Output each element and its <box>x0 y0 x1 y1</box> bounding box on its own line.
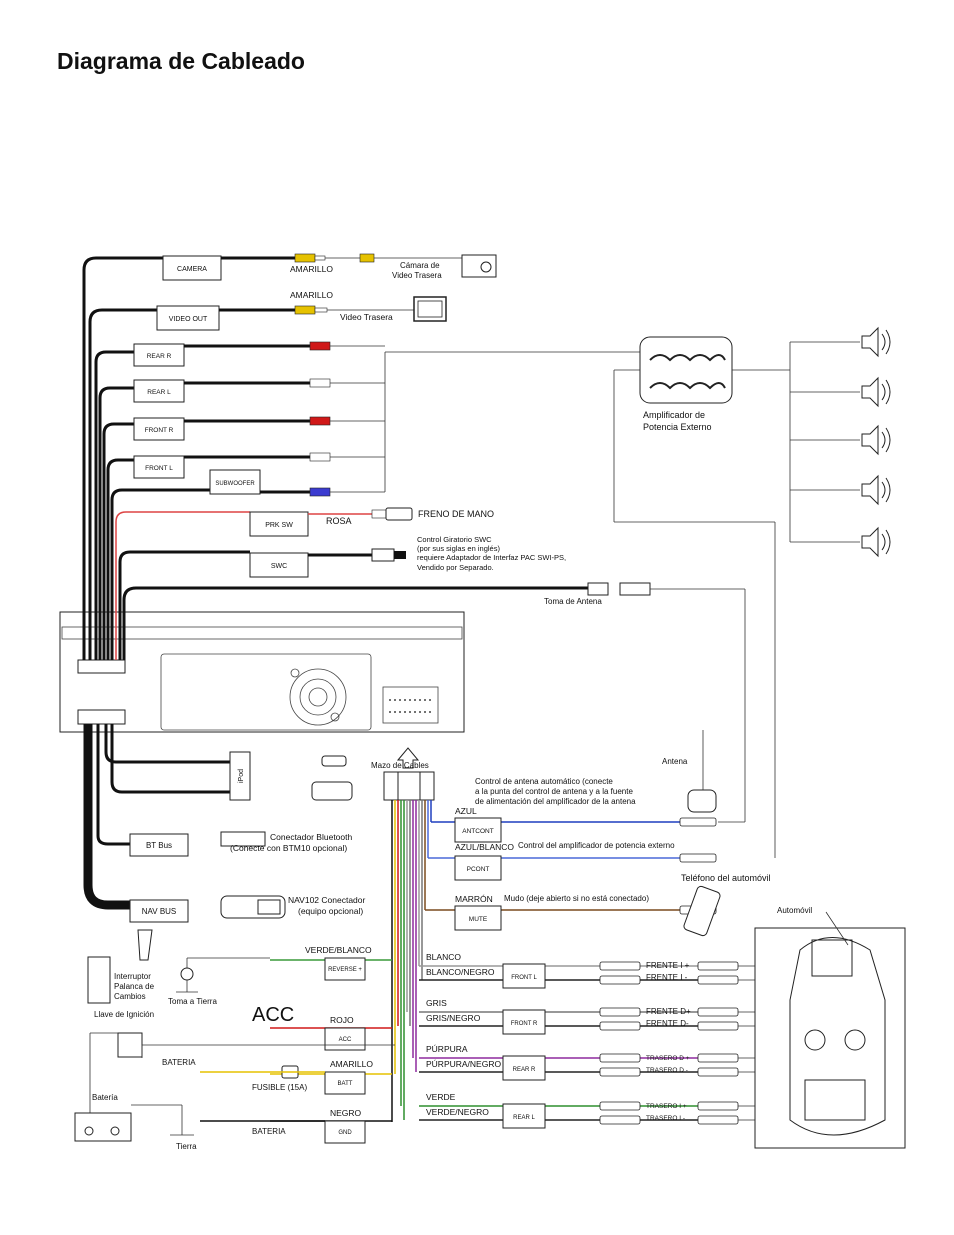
interruptor-label-2: Palanca de <box>114 982 155 991</box>
amplificador-label-1: Amplificador de <box>643 410 706 420</box>
swc-note-2: (por sus siglas en inglés) <box>417 544 500 553</box>
wire-box-label: BATT <box>337 1081 353 1087</box>
wire-box-label: REVERSE + <box>328 967 362 973</box>
wire-box-label: ACC <box>338 1037 352 1043</box>
front-l-box-label: FRONT L <box>145 465 173 472</box>
speaker-box-label: FRONT R <box>510 1021 538 1027</box>
speaker-pos-terminal: TRASERO I + <box>646 1103 687 1110</box>
telefono-label: Teléfono del automóvil <box>681 873 771 883</box>
speaker-neg-terminal: FRENTE I - <box>646 973 688 982</box>
antena-note-1: Control de antena automático (conecte <box>475 777 613 786</box>
bateria-label: Batería <box>92 1093 118 1102</box>
interruptor-label-3: Cambios <box>114 992 146 1001</box>
speaker-neg-label: PÚRPURA/NEGRO <box>426 1059 502 1069</box>
automovil-label: Automóvil <box>777 906 813 915</box>
speaker-pos-terminal: FRENTE D+ <box>646 1007 691 1016</box>
video-trasera-label: Video Trasera <box>340 312 393 322</box>
nav-note-2: (equipo opcional) <box>298 906 364 916</box>
mudo-label: Mudo (deje abierto si no está conectado) <box>504 894 649 903</box>
prk-sw-box-label: PRK SW <box>265 522 293 529</box>
wire-color-label: AZUL <box>455 806 477 816</box>
interruptor-label-1: Interruptor <box>114 972 151 981</box>
wire-box-label: MUTE <box>468 916 488 923</box>
speaker-icon <box>790 528 890 556</box>
speaker-group <box>419 998 755 1034</box>
speaker-neg-label: VERDE/NEGRO <box>426 1107 489 1117</box>
page-title: Diagrama de Cableado <box>57 48 305 74</box>
swc-box-label: SWC <box>270 563 288 570</box>
speaker-group <box>419 1092 755 1128</box>
speaker-icon <box>790 426 890 454</box>
rosa-label: ROSA <box>326 516 352 526</box>
rear-l-box-label: REAR L <box>147 389 171 396</box>
speaker-pos-label: GRIS <box>426 998 447 1008</box>
speaker-pos-label: VERDE <box>426 1092 456 1102</box>
speaker-group <box>419 1044 755 1080</box>
nav-bus-box-label: NAV BUS <box>141 907 177 916</box>
amarillo-camera-label: AMARILLO <box>290 264 333 274</box>
wire-color-label: NEGRO <box>330 1108 362 1118</box>
wire-color-label: AZUL/BLANCO <box>455 842 515 852</box>
video-out-box-label: VIDEO OUT <box>168 316 208 323</box>
wire-color-label: ROJO <box>330 1015 354 1025</box>
speaker-box-label: FRONT L <box>511 975 537 981</box>
speaker-group <box>419 952 755 988</box>
nav-note-1: NAV102 Conectador <box>288 895 366 905</box>
speaker-icon <box>790 328 890 356</box>
swc-note-1: Control Giratorio SWC <box>417 535 492 544</box>
freno-label: FRENO DE MANO <box>418 509 495 519</box>
front-r-box-label: FRONT R <box>144 427 174 434</box>
fusible-label: FUSIBLE (15A) <box>252 1083 308 1092</box>
swc-note-3: requiere Adaptador de Interfaz PAC SWI-PS, <box>417 553 567 562</box>
subwoofer-box-label: SUBWOOFER <box>215 481 255 487</box>
wire-color-label: MARRÓN <box>455 894 493 904</box>
wire-row <box>270 1108 392 1143</box>
speakers <box>790 328 890 556</box>
car <box>755 912 905 1148</box>
amp-control-label: Control del amplificador de potencia externo <box>518 841 675 850</box>
antena-note-2: a la punta del control de antena y a la fuente <box>475 787 633 796</box>
speaker-neg-terminal: FRENTE D- <box>646 1019 689 1028</box>
speaker-neg-terminal: TRASERO I - <box>646 1115 686 1122</box>
speaker-box-label: REAR R <box>512 1067 536 1073</box>
mazo-label: Mazo de Cables <box>371 761 429 770</box>
wire-color-label: VERDE/BLANCO <box>305 945 372 955</box>
amarillo-video-label: AMARILLO <box>290 290 333 300</box>
camara-trasera-label-1: Cámara de <box>400 261 440 270</box>
toma-tierra-label: Toma a Tierra <box>168 997 217 1006</box>
bateria-pos-label: BATERIA <box>162 1058 196 1067</box>
camara-trasera-label-2: Video Trasera <box>392 271 442 280</box>
speaker-box-label: REAR L <box>513 1115 535 1121</box>
wire-box-label: GND <box>338 1130 352 1136</box>
bt-bus-box-label: BT Bus <box>145 841 173 850</box>
ipod-box-label: iPod <box>238 768 245 784</box>
speaker-pos-terminal: TRASERO D + <box>646 1055 690 1062</box>
swc-note-4: Vendido por Separado. <box>417 563 494 572</box>
wire-color-label: AMARILLO <box>330 1059 373 1069</box>
speaker-icon <box>790 476 890 504</box>
bt-note-1: Conectador Bluetooth <box>270 832 353 842</box>
llave-label: Llave de Ignición <box>94 1010 155 1019</box>
acc-label: ACC <box>252 1004 295 1026</box>
antena-label: Antena <box>662 757 688 766</box>
speaker-pos-label: BLANCO <box>426 952 461 962</box>
wire-row <box>431 806 716 842</box>
camera-box-label: CAMERA <box>177 266 207 273</box>
speaker-neg-terminal: TRASERO D - <box>646 1067 688 1074</box>
speaker-neg-label: GRIS/NEGRO <box>426 1013 481 1023</box>
antena-note-3: de alimentación del amplificador de la antena <box>475 797 636 806</box>
amplificador-label-2: Potencia Externo <box>643 422 712 432</box>
bt-note-2: (Conecte con BTM10 opcional) <box>230 843 348 853</box>
speaker-pos-label: PÚRPURA <box>426 1044 468 1054</box>
wire-rows <box>270 806 755 1143</box>
bateria-neg-label: BATERIA <box>252 1127 286 1136</box>
wire-row <box>270 945 392 980</box>
toma-antena-label: Toma de Antena <box>544 597 602 606</box>
speaker-icon <box>790 378 890 406</box>
wire-box-label: PCONT <box>466 866 490 873</box>
speaker-pos-terminal: FRENTE I + <box>646 961 690 970</box>
rear-r-box-label: REAR R <box>146 353 172 360</box>
tierra-label: Tierra <box>176 1142 197 1151</box>
speaker-neg-label: BLANCO/NEGRO <box>426 967 495 977</box>
wire-box-label: ANTCONT <box>462 828 494 835</box>
